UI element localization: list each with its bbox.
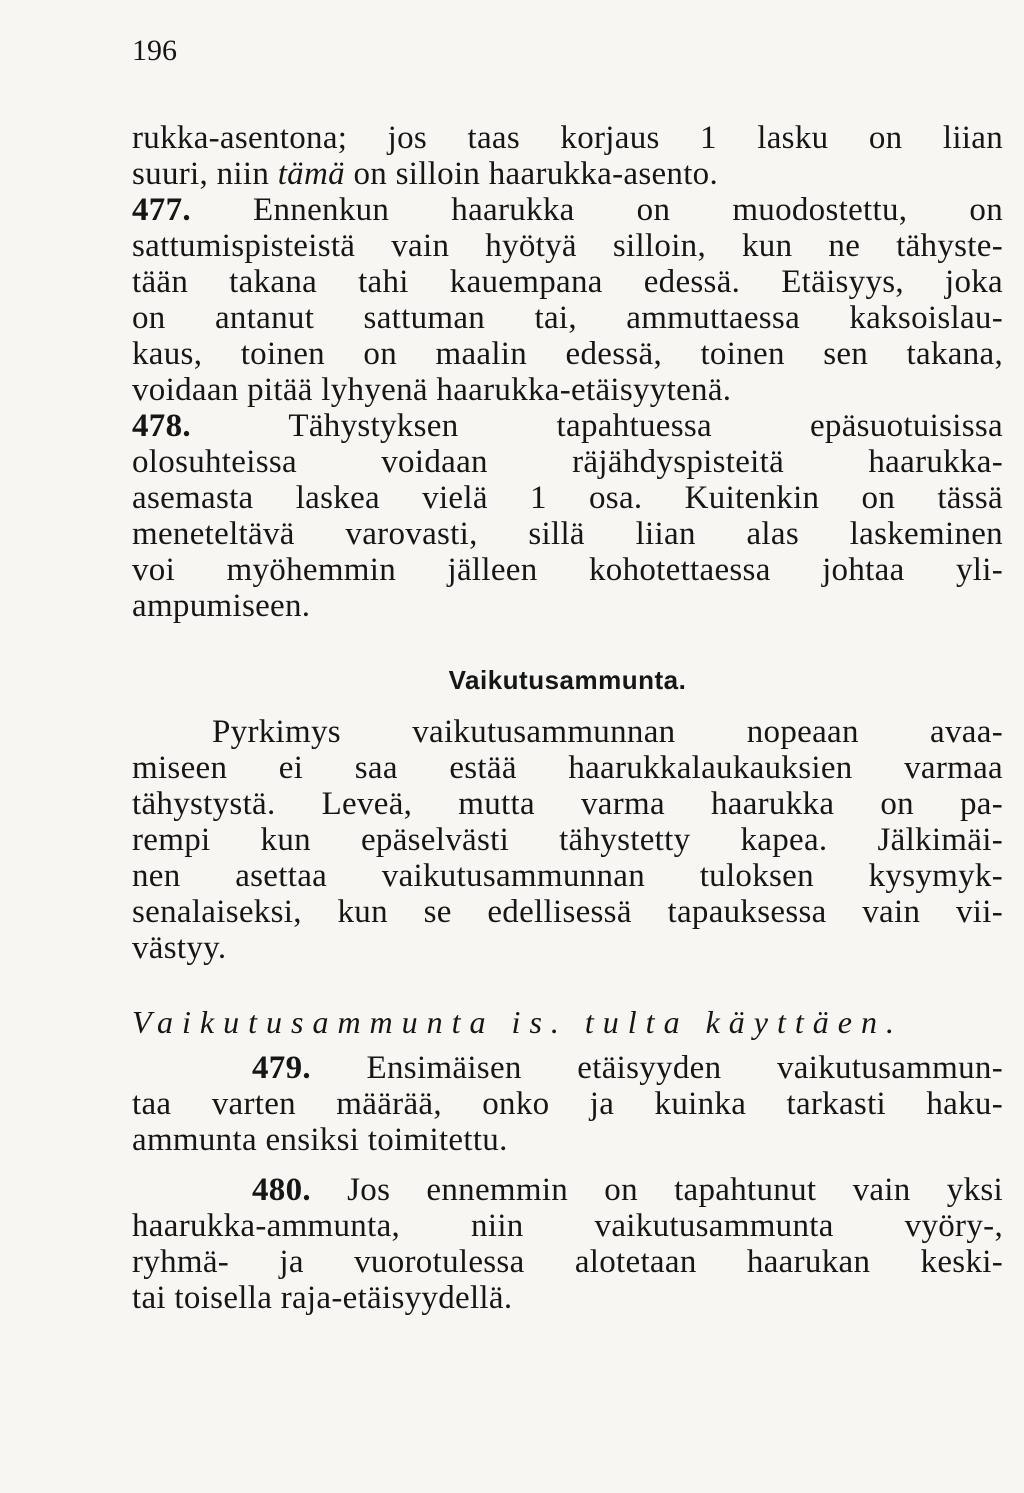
emphasis-word: tämä [277,156,345,192]
section-heading: Vaikutusammunta. [448,665,687,695]
page-number: 196 [132,34,177,67]
section-480 [132,1172,1003,1316]
text-line: ryhmä- ja vuorotulessa alotetaan haarukan keski- [132,1244,1003,1280]
text-line: tai toisella raja-etäisyydellä. [132,1280,513,1316]
text-line: taa varten määrää, onko ja kuinka tarkasti haku- [132,1086,1003,1122]
text-line: sattumispisteistä vain hyötyä silloin, kun ne tähyste- [132,228,1003,264]
text-line: Pyrkimys vaikutusammunnan nopeaan avaa- [212,714,1003,750]
text-line: on antanut sattuman tai, ammuttaessa kaksoislau- [132,300,1003,336]
text-line: voidaan pitää lyhyenä haarukka-etäisyytenä. [132,372,732,408]
text-line: olosuhteissa voidaan räjähdyspisteitä haarukka- [132,444,1003,480]
section-number: 480. [252,1172,311,1208]
text-line: rukka-asentona; jos taas korjaus 1 lasku on liian [132,120,1003,156]
intro-paragraph [132,714,1003,966]
text-line-with-emphasis [132,156,1003,192]
text-line: miseen ei saa estää haarukkalaukauksien varmaa [132,750,1003,786]
text-segment: Tähystyksen tapahtuessa epäsuotuisissa [288,408,1003,444]
section-478 [132,408,1003,624]
text-line: voi myöhemmin jälleen kohotettaessa johtaa yli- [132,552,1003,588]
text-line [132,192,1003,228]
text-line: ampumiseen. [132,588,311,624]
text-line: asemasta laskea vielä 1 osa. Kuitenkin on tässä [132,480,1003,516]
section-479 [132,1050,1003,1158]
text-line [132,408,1003,444]
section-number: 478. [132,408,191,444]
section-number: 477. [132,192,191,228]
continuation-paragraph [132,120,1003,192]
text-line: ammunta ensiksi toimitettu. [132,1122,508,1158]
text-line: västyy. [132,930,227,966]
text-segment: Ensimäisen etäisyyden vaikutusammun- [366,1050,1003,1086]
text-line: nen asettaa vaikutusammunnan tuloksen kysymyk- [132,858,1003,894]
text-column [132,120,1003,1316]
text-segment: on silloin haarukka-asento. [344,156,719,192]
text-line: meneteltävä varovasti, sillä liian alas laskeminen [132,516,1003,552]
text-segment: suuri, niin [132,156,278,192]
text-line: haarukka-ammunta, niin vaikutusammunta vyöry-, [132,1208,1003,1244]
text-line: rempi kun epäselvästi tähystetty kapea. Jälkimäi- [132,822,1003,858]
text-segment: Jos ennemmin on tapahtunut vain yksi [347,1172,1003,1208]
text-line: tähystystä. Leveä, mutta varma haarukka on pa- [132,786,1003,822]
section-number: 479. [252,1050,311,1086]
text-line [132,1050,1003,1086]
text-segment: Ennenkun haarukka on muodostettu, on [253,192,1003,228]
text-line: senalaiseksi, kun se edellisessä tapauksessa vain vii- [132,894,1003,930]
section-477 [132,192,1003,408]
subheading: Vaikutusammunta is. tulta käyttäen. [132,1004,903,1040]
text-line: kaus, toinen on maalin edessä, toinen sen takana, [132,336,1003,372]
text-line: tään takana tahi kauempana edessä. Etäisyys, joka [132,264,1003,300]
text-line [132,1172,1003,1208]
